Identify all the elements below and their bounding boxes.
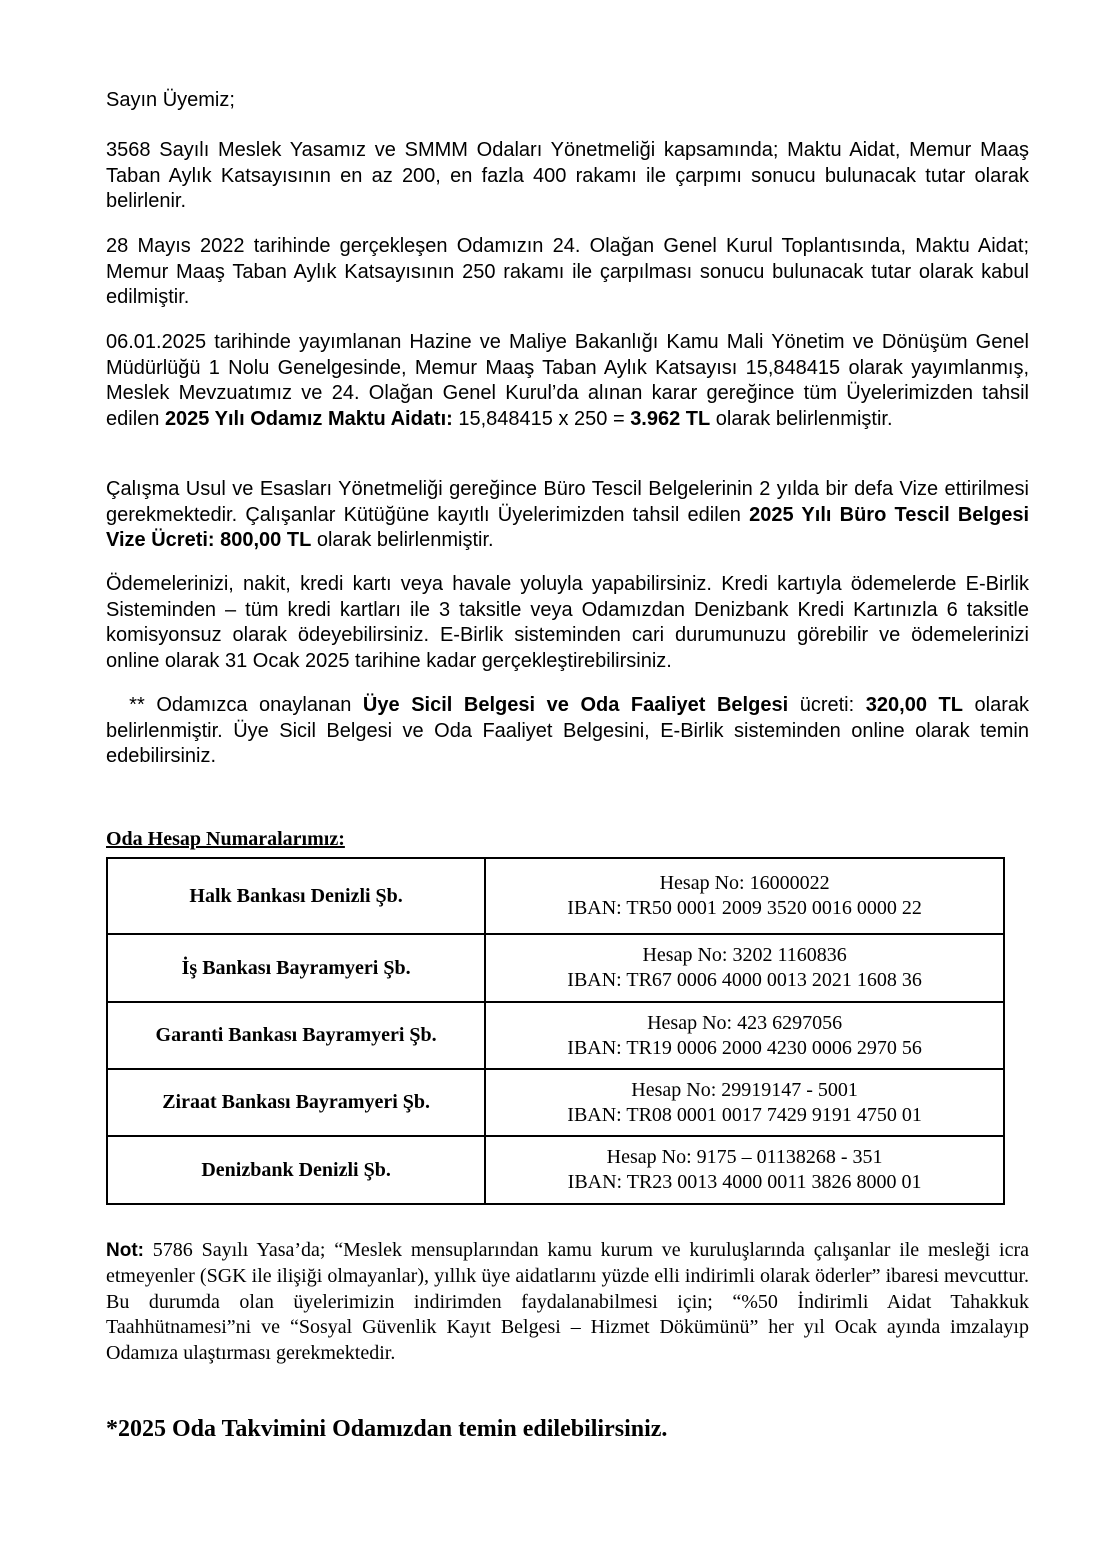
account-cell [485, 934, 1004, 1002]
account-cell [485, 1069, 1004, 1136]
note-text: 5786 Sayılı Yasa’da; “Meslek mensuplarından kamu kurum ve kuruluşlarında çalışanlar ile mesleği icra etmeyenler (SGK ile ilişiği olmayanlar), yıllık üye aidatlarını yüzde elli indirimli olarak öderler” ibaresi mevcuttur. Bu durumda olan üyelerimizin indirimden faydalanabilmesi için; “%50 İndirimli Aidat Tahakkuk Taahhütnamesi”ni ve “Sosyal Güvenlik Kayıt Belgesi – Hizmet Dökümünü” her yıl Ocak ayında imzalayıp Odamıza ulaştırması gerekmektedir. [106, 1239, 1029, 1365]
account-cell [485, 1002, 1004, 1069]
p6-bold-amount: 320,00 TL [865, 694, 963, 716]
bank-name-cell: İş Bankası Bayramyeri Şb. [107, 934, 485, 1002]
account-number: Hesap No: 423 6297056 [647, 1011, 843, 1034]
iban: IBAN: TR67 0006 4000 0013 2021 1608 36 [567, 969, 922, 991]
table-row [107, 1069, 1004, 1136]
table-row [107, 858, 1004, 934]
paragraph-payment-methods: Ödemelerinizi, nakit, kredi kartı veya havale yoluyla yapabilirsiniz. Kredi kartıyla ödemelerde E-Birlik Sisteminden – tüm kredi kartları ile 3 taksitle veya Odamızdan Denizbank Kredi Kartınızla 6 taksitle komisyonsuz olarak ödeyebilirsiniz. E-Birlik sisteminden cari durumunuzu görebilir ve ödemelerinizi online olarak 31 Ocak 2025 tarihine kadar gerçekleştirebilirsiniz. [106, 573, 1029, 672]
note-label: Not: [106, 1240, 144, 1261]
account-cell [485, 858, 1004, 934]
iban: IBAN: TR50 0001 2009 3520 0016 0000 22 [567, 897, 922, 919]
account-number: Hesap No: 16000022 [659, 872, 830, 894]
account-number: Hesap No: 29919147 - 5001 [631, 1078, 858, 1101]
greeting: Sayın Üyemiz; [106, 89, 235, 111]
bank-name-cell: Garanti Bankası Bayramyeri Şb. [107, 1002, 485, 1069]
p3-text-a: 06.01.2025 tarihinde yayımlanan Hazine ve Maliye Bakanlığı Kamu Mali Yönetim ve Dönüşüm Genel Müdürlüğü 1 Nolu Genelgesinde, Memur Maaş Taban Aylık Katsayısı 15,848415 olarak yayımlanmış, Meslek Mevzuatımız ve 24. Olağan Genel Kurul’da alınan karar gereğince tüm Üyelerimizden tahsil edilen [106, 331, 1029, 430]
paragraph-2025-aidat [106, 330, 1029, 432]
table-row [107, 1002, 1004, 1069]
paragraph-maktu-aidat-rule: 3568 Sayılı Meslek Yasamız ve SMMM Odaları Yönetmeliği kapsamında; Maktu Aidat, Memur Maaş Taban Aylık Katsayısının en az 200, en fazla 400 rakamı ile çarpımı sonucu bulunacak tutar olarak belirlenir. [106, 139, 1029, 212]
p3-text-c: 15,848415 x 250 = [452, 407, 631, 430]
iban: IBAN: TR08 0001 0017 7429 9191 4750 01 [567, 1103, 922, 1126]
account-number: Hesap No: 9175 – 01138268 - 351 [606, 1146, 883, 1168]
p3-bold-amount: 3.962 TL [630, 407, 711, 430]
bank-name-cell: Ziraat Bankası Bayramyeri Şb. [107, 1069, 485, 1136]
p4-bold-fee: 2025 Yılı Büro Tescil Belgesi Vize Ücreti: 800,00 TL [106, 503, 1029, 551]
p3-text-e: olarak belirlenmiştir. [710, 407, 893, 430]
bank-accounts-table [106, 857, 1005, 1205]
account-cell [485, 1136, 1004, 1204]
table-row [107, 1136, 1004, 1204]
p4-text-a: Çalışma Usul ve Esasları Yönetmeliği gereğince Büro Tescil Belgelerinin 2 yılda bir defa Vize ettirilmesi gerekmektedir. Çalışanlar Kütüğüne kayıtlı Üyelerimizden tahsil edilen [106, 478, 1029, 526]
table-row [107, 934, 1004, 1002]
account-number: Hesap No: 3202 1160836 [642, 944, 847, 966]
p3-bold-label: 2025 Yılı Odamız Maktu Aidatı: [164, 407, 453, 430]
bank-name-cell: Denizbank Denizli Şb. [107, 1136, 485, 1204]
paragraph-buro-tescil [106, 477, 1029, 554]
paragraph-sicil-belgesi [106, 693, 1035, 770]
bank-name-cell: Halk Bankası Denizli Şb. [107, 858, 485, 934]
p6-text-c: ücreti: [788, 694, 866, 716]
p6-text-a: ** Odamızca onaylanan [106, 694, 363, 716]
accounts-heading: Oda Hesap Numaralarımız: [106, 828, 345, 850]
note-paragraph [106, 1238, 1029, 1367]
p4-text-c: olarak belirlenmiştir. [311, 529, 494, 551]
iban: IBAN: TR23 0013 4000 0011 3826 8000 01 [567, 1171, 922, 1193]
footer-calendar-note: *2025 Oda Takvimini Odamızdan temin edilebilirsiniz. [106, 1416, 668, 1442]
p6-bold-documents: Üye Sicil Belgesi ve Oda Faaliyet Belgesi [362, 694, 789, 716]
paragraph-general-assembly: 28 Mayıs 2022 tarihinde gerçekleşen Odamızın 24. Olağan Genel Kurul Toplantısında, Maktu Aidat; Memur Maaş Taban Aylık Katsayısının 250 rakamı ile çarpılması sonucu bulunacak tutar olarak kabul edilmiştir. [106, 235, 1029, 308]
p6-text-e: olarak belirlenmiştir. Üye Sicil Belgesi ve Oda Faaliyet Belgesini, E-Birlik sisteminden online olarak temin edebilirsiniz. [106, 694, 1035, 767]
iban: IBAN: TR19 0006 2000 4230 0006 2970 56 [567, 1036, 922, 1059]
